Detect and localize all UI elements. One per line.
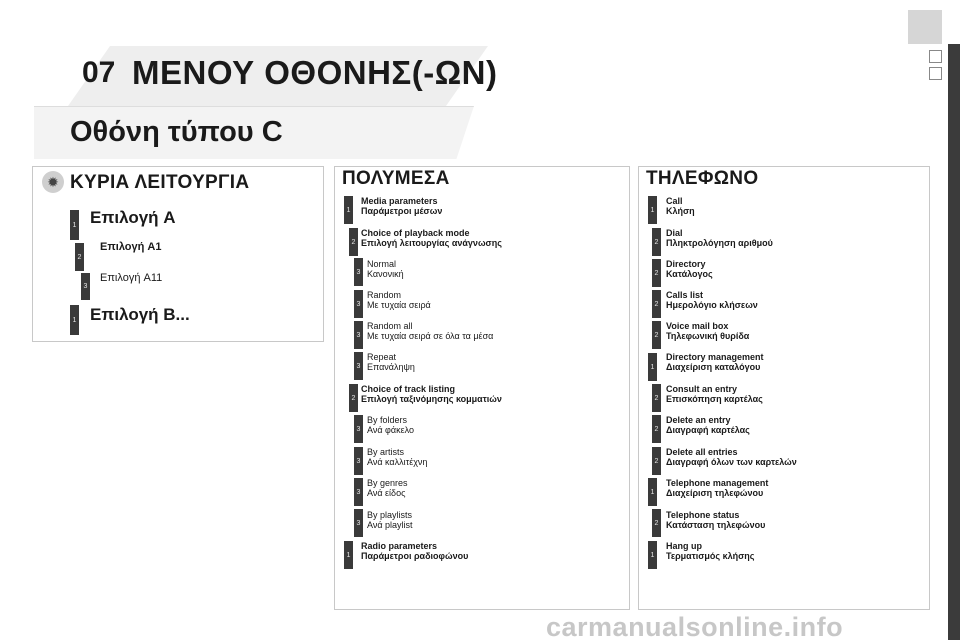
menu-entry-en: Media parameters — [361, 196, 438, 206]
option-label: Επιλογή B... — [90, 305, 190, 324]
menu-entry-gr: Τηλεφωνική θυρίδα — [666, 331, 750, 341]
side-bar — [948, 44, 960, 640]
level-marker: 1 — [648, 478, 657, 506]
level-marker: 2 — [652, 290, 661, 318]
page-subtitle: Οθόνη τύπου C — [70, 116, 283, 148]
menu-entry-gr: Κλήση — [666, 206, 695, 216]
menu-entry-gr: Παράμετροι μέσων — [361, 206, 443, 216]
option-label: Επιλογή A1 — [100, 241, 162, 253]
menu-entry-en: By folders — [367, 415, 408, 425]
chapter-title: ΜΕΝΟΥ ΟΘΟΝΗΣ(-ΩΝ) — [132, 54, 498, 91]
level-marker: 3 — [354, 447, 363, 475]
menu-entry-gr: Διαγραφή όλων των καρτελών — [666, 457, 797, 467]
menu-entry-gr: Ανά φάκελο — [367, 425, 414, 435]
menu-entry-en: Choice of playback mode — [361, 228, 470, 238]
level-marker: 3 — [81, 273, 90, 300]
menu-entry-en: Consult an entry — [666, 384, 738, 394]
level-marker: 1 — [344, 541, 353, 569]
light-icon: ✹ — [42, 171, 64, 193]
main-function-title: ΚΥΡΙΑ ΛΕΙΤΟΥΡΓΙΑ — [70, 172, 250, 193]
menu-entry-en: Telephone management — [666, 478, 769, 488]
menu-entry-gr: Κατάλογος — [666, 269, 713, 279]
corner-square — [929, 50, 942, 63]
menu-entry-en: Voice mail box — [666, 321, 729, 331]
level-marker: 2 — [652, 509, 661, 537]
menu-entry-gr: Διαχείριση καταλόγου — [666, 362, 761, 372]
menu-entry-en: Dial — [666, 228, 683, 238]
menu-entry-en: Directory — [666, 259, 706, 269]
menu-entry-gr: Διαχείριση τηλεφώνου — [666, 488, 764, 498]
menu-entry-en: By playlists — [367, 510, 413, 520]
level-marker: 3 — [354, 352, 363, 380]
menu-entry-en: Telephone status — [666, 510, 740, 520]
level-marker: 3 — [354, 509, 363, 537]
option-label: Επιλογή A11 — [100, 272, 163, 284]
menu-entry-en: Delete an entry — [666, 415, 731, 425]
level-marker: 3 — [354, 321, 363, 349]
menu-entry-gr: Τερματισμός κλήσης — [666, 551, 755, 561]
menu-entry-en: Repeat — [367, 352, 397, 362]
menu-entry-gr: Επισκόπηση καρτέλας — [666, 394, 763, 404]
menu-entry-en: Choice of track listing — [361, 384, 456, 394]
menu-entry-en: Normal — [367, 259, 397, 269]
menu-entry-gr: Παράμετροι ραδιοφώνου — [361, 551, 469, 561]
menu-entry-gr: Επιλογή λειτουργίας ανάγνωσης — [361, 238, 502, 248]
level-marker: 2 — [349, 228, 358, 256]
level-marker: 2 — [75, 243, 84, 271]
option-label: Επιλογή A — [90, 208, 176, 227]
level-marker: 3 — [354, 415, 363, 443]
chapter-number: 07 — [82, 56, 116, 89]
menu-entry-en: Random all — [367, 321, 413, 331]
menu-entry-en: Delete all entries — [666, 447, 738, 457]
level-marker: 2 — [652, 384, 661, 412]
level-marker: 1 — [648, 353, 657, 381]
telephone-title: ΤΗΛΕΦΩΝΟ — [646, 168, 759, 189]
menu-entry-en: Radio parameters — [361, 541, 438, 551]
menu-entry-gr: Ανά καλλιτέχνη — [367, 457, 428, 467]
level-marker: 2 — [652, 415, 661, 443]
level-marker: 1 — [70, 305, 79, 335]
menu-entry-gr: Επανάληψη — [367, 362, 415, 372]
level-marker: 3 — [354, 290, 363, 318]
menu-entry-en: Calls list — [666, 290, 704, 300]
menu-entry-gr: Κατάσταση τηλεφώνου — [666, 520, 766, 530]
level-marker: 2 — [652, 321, 661, 349]
level-marker: 1 — [648, 196, 657, 224]
menu-entry-en: By genres — [367, 478, 408, 488]
level-marker: 3 — [354, 258, 363, 286]
menu-entry-en: Random — [367, 290, 402, 300]
level-marker: 2 — [349, 384, 358, 412]
menu-entry-en: Directory management — [666, 352, 764, 362]
menu-entry-gr: Ημερολόγιο κλήσεων — [666, 300, 758, 310]
level-marker: 1 — [344, 196, 353, 224]
corner-tab — [908, 10, 942, 44]
corner-square — [929, 67, 942, 80]
menu-entry-gr: Με τυχαία σειρά — [367, 300, 431, 310]
menu-entry-en: By artists — [367, 447, 405, 457]
level-marker: 2 — [652, 259, 661, 287]
watermark: carmanualsonline.info — [546, 612, 844, 642]
menu-entry-gr: Επιλογή ταξινόμησης κομματιών — [361, 394, 502, 404]
multimedia-title: ΠΟΛΥΜΕΣΑ — [342, 168, 450, 189]
menu-entry-en: Hang up — [666, 541, 702, 551]
level-marker: 1 — [648, 541, 657, 569]
menu-entry-gr: Πληκτρολόγηση αριθμού — [666, 238, 773, 248]
menu-entry-en: Call — [666, 196, 683, 206]
menu-entry-gr: Ανά είδος — [367, 488, 406, 498]
level-marker: 1 — [70, 210, 79, 240]
level-marker: 2 — [652, 447, 661, 475]
menu-entry-gr: Με τυχαία σειρά σε όλα τα μέσα — [367, 331, 494, 341]
menu-entry-gr: Ανά playlist — [367, 520, 413, 530]
level-marker: 3 — [354, 478, 363, 506]
menu-entry-gr: Διαγραφή καρτέλας — [666, 425, 750, 435]
level-marker: 2 — [652, 228, 661, 256]
menu-entry-gr: Κανονική — [367, 269, 404, 279]
